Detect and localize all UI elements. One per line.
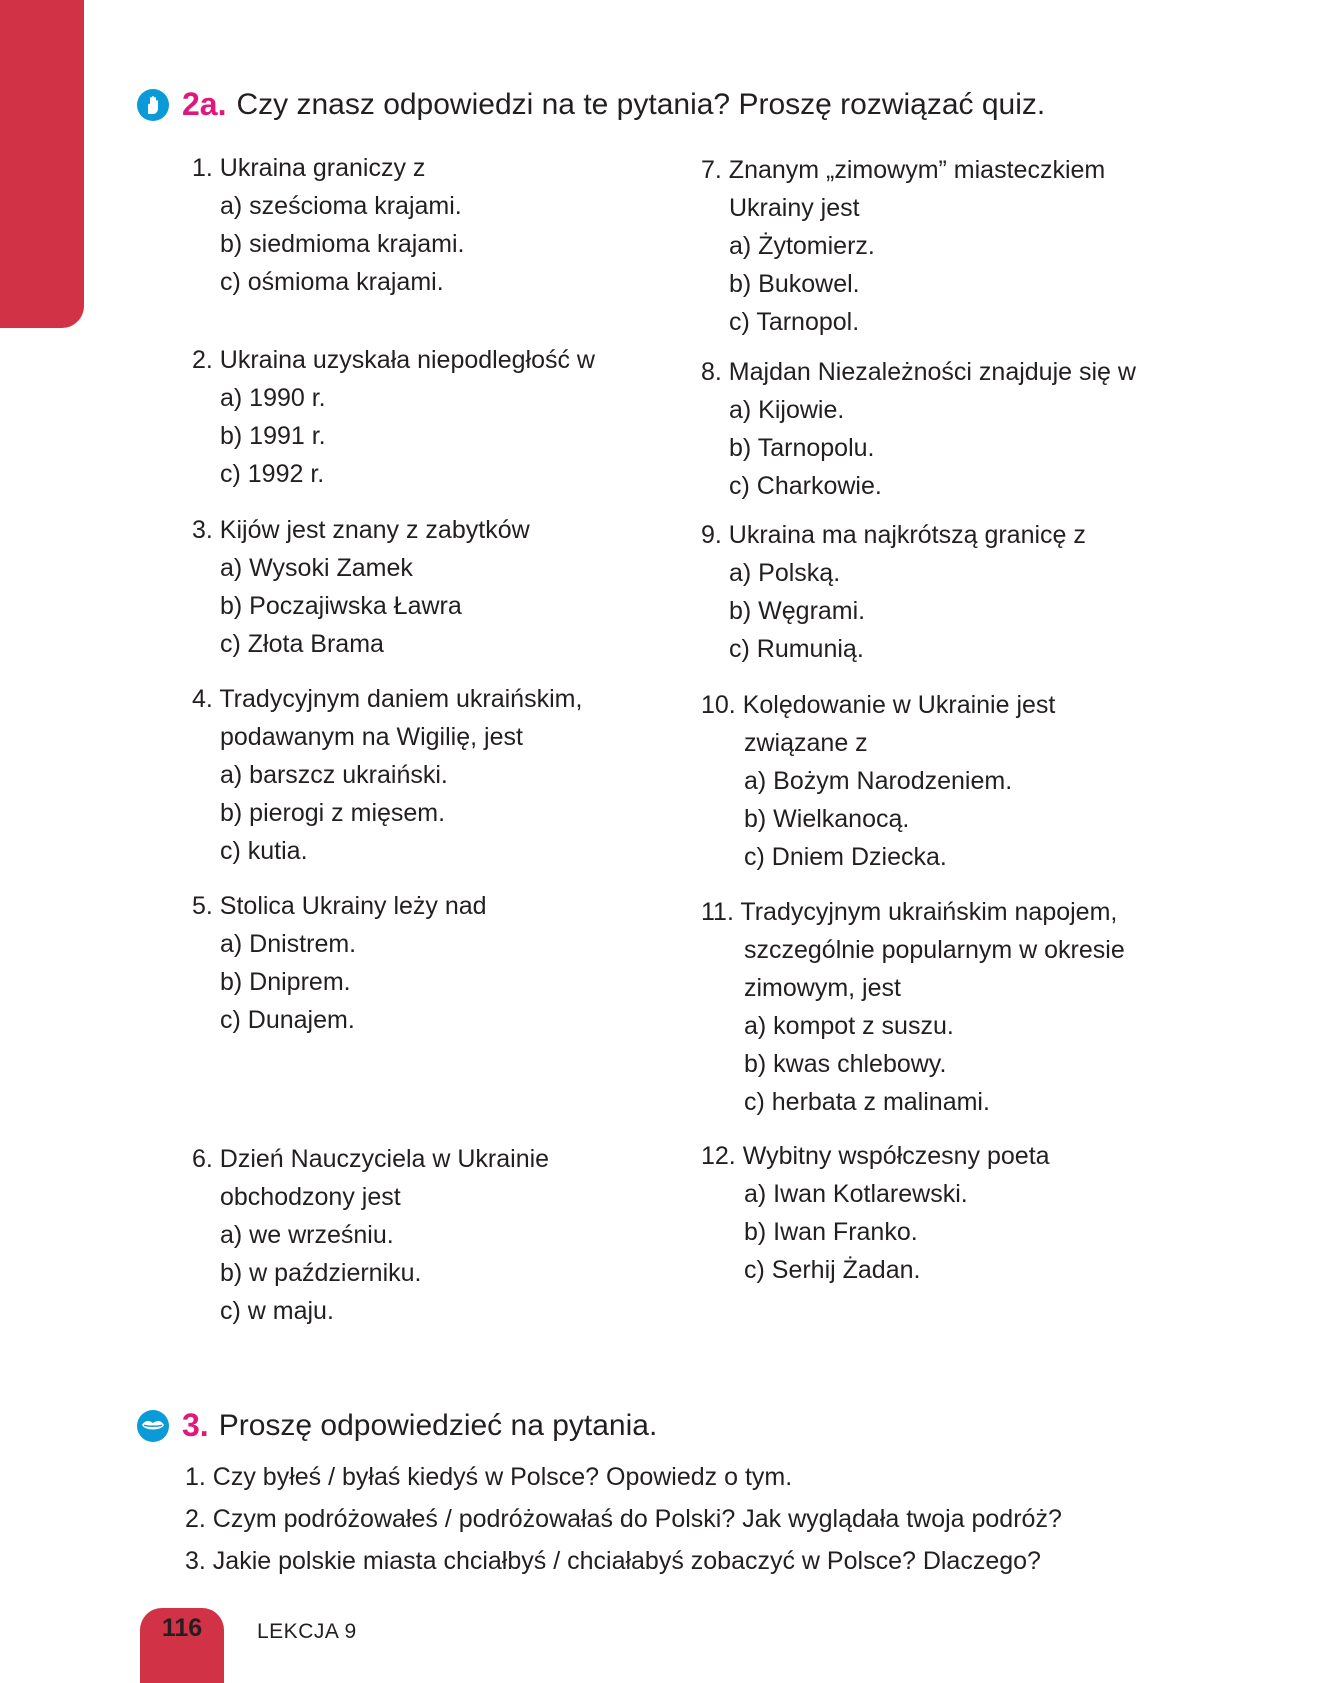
question-stem: 9. Ukraina ma najkrótszą granicę z xyxy=(701,521,1086,549)
answer-option-a: a) 1990 r. xyxy=(220,384,326,412)
answer-option-b: b) Bukowel. xyxy=(729,270,860,298)
answer-option-b: b) Wielkanocą. xyxy=(744,805,910,833)
answer-option-c: c) Dunajem. xyxy=(220,1006,355,1034)
answer-option-c: c) Złota Brama xyxy=(220,630,384,658)
exercise-instruction: Proszę odpowiedzieć na pytania. xyxy=(218,1408,658,1442)
answer-option-c: c) herbata z malinami. xyxy=(744,1088,990,1116)
question-stem: 7. Znanym „zimowym” miasteczkiem xyxy=(701,156,1106,184)
answer-option-b: b) 1991 r. xyxy=(220,422,326,450)
question-stem: 5. Stolica Ukrainy leży nad xyxy=(192,892,487,920)
exercise-number: 2a. xyxy=(182,86,227,122)
exercise-instruction: Czy znasz odpowiedzi na te pytania? Proszę rozwiązać quiz. xyxy=(236,87,1046,121)
answer-option-b: b) kwas chlebowy. xyxy=(744,1050,947,1078)
quiz-question-4 xyxy=(192,680,582,870)
discussion-questions xyxy=(185,1456,1062,1582)
quiz-question-7 xyxy=(701,151,1105,341)
question-stem: 2. Ukraina uzyskała niepodległość w xyxy=(192,346,595,374)
answer-option-c: c) Tarnopol. xyxy=(729,308,860,336)
answer-option-a: a) barszcz ukraiński. xyxy=(220,761,448,789)
answer-option-b: b) Poczajiwska Ławra xyxy=(220,592,462,620)
quiz-question-1 xyxy=(192,149,465,301)
answer-option-a: a) Wysoki Zamek xyxy=(220,554,413,582)
question-stem-continued: podawanym na Wigilię, jest xyxy=(220,723,523,751)
question-stem: 11. Tradycyjnym ukraińskim napojem, xyxy=(701,898,1118,926)
question-stem-continued: Ukrainy jest xyxy=(729,194,860,222)
question-stem: 12. Wybitny współczesny poeta xyxy=(701,1142,1050,1170)
answer-option-a: a) Dnistrem. xyxy=(220,930,357,958)
exercise-number: 3. xyxy=(182,1407,209,1443)
answer-option-c: c) w maju. xyxy=(220,1297,334,1325)
answer-option-a: a) kompot z suszu. xyxy=(744,1012,954,1040)
answer-option-b: b) siedmioma krajami. xyxy=(220,230,465,258)
quiz-question-12 xyxy=(701,1137,1050,1289)
question-stem: 6. Dzień Nauczyciela w Ukrainie xyxy=(192,1145,550,1173)
answer-option-a: a) Kijowie. xyxy=(729,396,845,424)
quiz-question-2 xyxy=(192,341,595,493)
question-stem-continued: szczególnie popularnym w okresie xyxy=(744,936,1125,964)
side-color-tab xyxy=(0,0,84,328)
answer-option-a: a) Polską. xyxy=(729,559,841,587)
question-stem: 10. Kolędowanie w Ukrainie jest xyxy=(701,691,1056,719)
answer-option-b: b) Węgrami. xyxy=(729,597,866,625)
exercise-3-heading xyxy=(137,1407,657,1444)
quiz-question-9 xyxy=(701,516,1086,668)
answer-option-b: b) pierogi z mięsem. xyxy=(220,799,446,827)
quiz-question-8 xyxy=(701,353,1136,505)
answer-option-c: c) Dniem Dziecka. xyxy=(744,843,947,871)
quiz-question-6 xyxy=(192,1140,549,1330)
speaking-lips-icon xyxy=(137,1410,169,1442)
answer-option-c: c) Charkowie. xyxy=(729,472,882,500)
answer-option-a: a) we wrześniu. xyxy=(220,1221,394,1249)
answer-option-c: c) Rumunią. xyxy=(729,635,864,663)
discussion-question-2: 2. Czym podróżowałeś / podróżowałaś do Polski? Jak wyglądała twoja podróż? xyxy=(185,1505,1062,1533)
answer-option-a: a) Żytomierz. xyxy=(729,232,875,260)
lesson-label: LEKCJA 9 xyxy=(257,1620,357,1643)
discussion-question-3: 3. Jakie polskie miasta chciałbyś / chciałabyś zobaczyć w Polsce? Dlaczego? xyxy=(185,1547,1041,1575)
question-stem-continued: obchodzony jest xyxy=(220,1183,401,1211)
hand-up-icon xyxy=(137,89,169,121)
question-stem: 1. Ukraina graniczy z xyxy=(192,154,426,182)
answer-option-c: c) Serhij Żadan. xyxy=(744,1256,921,1284)
answer-option-b: b) Dniprem. xyxy=(220,968,351,996)
page-number: 116 xyxy=(161,1614,203,1642)
quiz-question-11 xyxy=(701,893,1125,1121)
exercise-2a-heading xyxy=(137,86,1045,123)
answer-option-a: a) Iwan Kotlarewski. xyxy=(744,1180,968,1208)
question-stem-continued: zimowym, jest xyxy=(744,974,901,1002)
answer-option-b: b) w październiku. xyxy=(220,1259,422,1287)
answer-option-a: a) sześcioma krajami. xyxy=(220,192,462,220)
question-stem: 3. Kijów jest znany z zabytków xyxy=(192,516,530,544)
discussion-question-1: 1. Czy byłeś / byłaś kiedyś w Polsce? Opowiedz o tym. xyxy=(185,1463,793,1491)
quiz-question-10 xyxy=(701,686,1055,876)
answer-option-b: b) Iwan Franko. xyxy=(744,1218,918,1246)
question-stem-continued: związane z xyxy=(744,729,868,757)
answer-option-c: c) 1992 r. xyxy=(220,460,325,488)
answer-option-c: c) kutia. xyxy=(220,837,308,865)
quiz-question-3 xyxy=(192,511,530,663)
answer-option-c: c) ośmioma krajami. xyxy=(220,268,444,296)
answer-option-a: a) Bożym Narodzeniem. xyxy=(744,767,1013,795)
answer-option-b: b) Tarnopolu. xyxy=(729,434,875,462)
question-stem: 8. Majdan Niezależności znajduje się w xyxy=(701,358,1136,386)
question-stem: 4. Tradycyjnym daniem ukraińskim, xyxy=(192,685,583,713)
quiz-question-5 xyxy=(192,887,487,1039)
